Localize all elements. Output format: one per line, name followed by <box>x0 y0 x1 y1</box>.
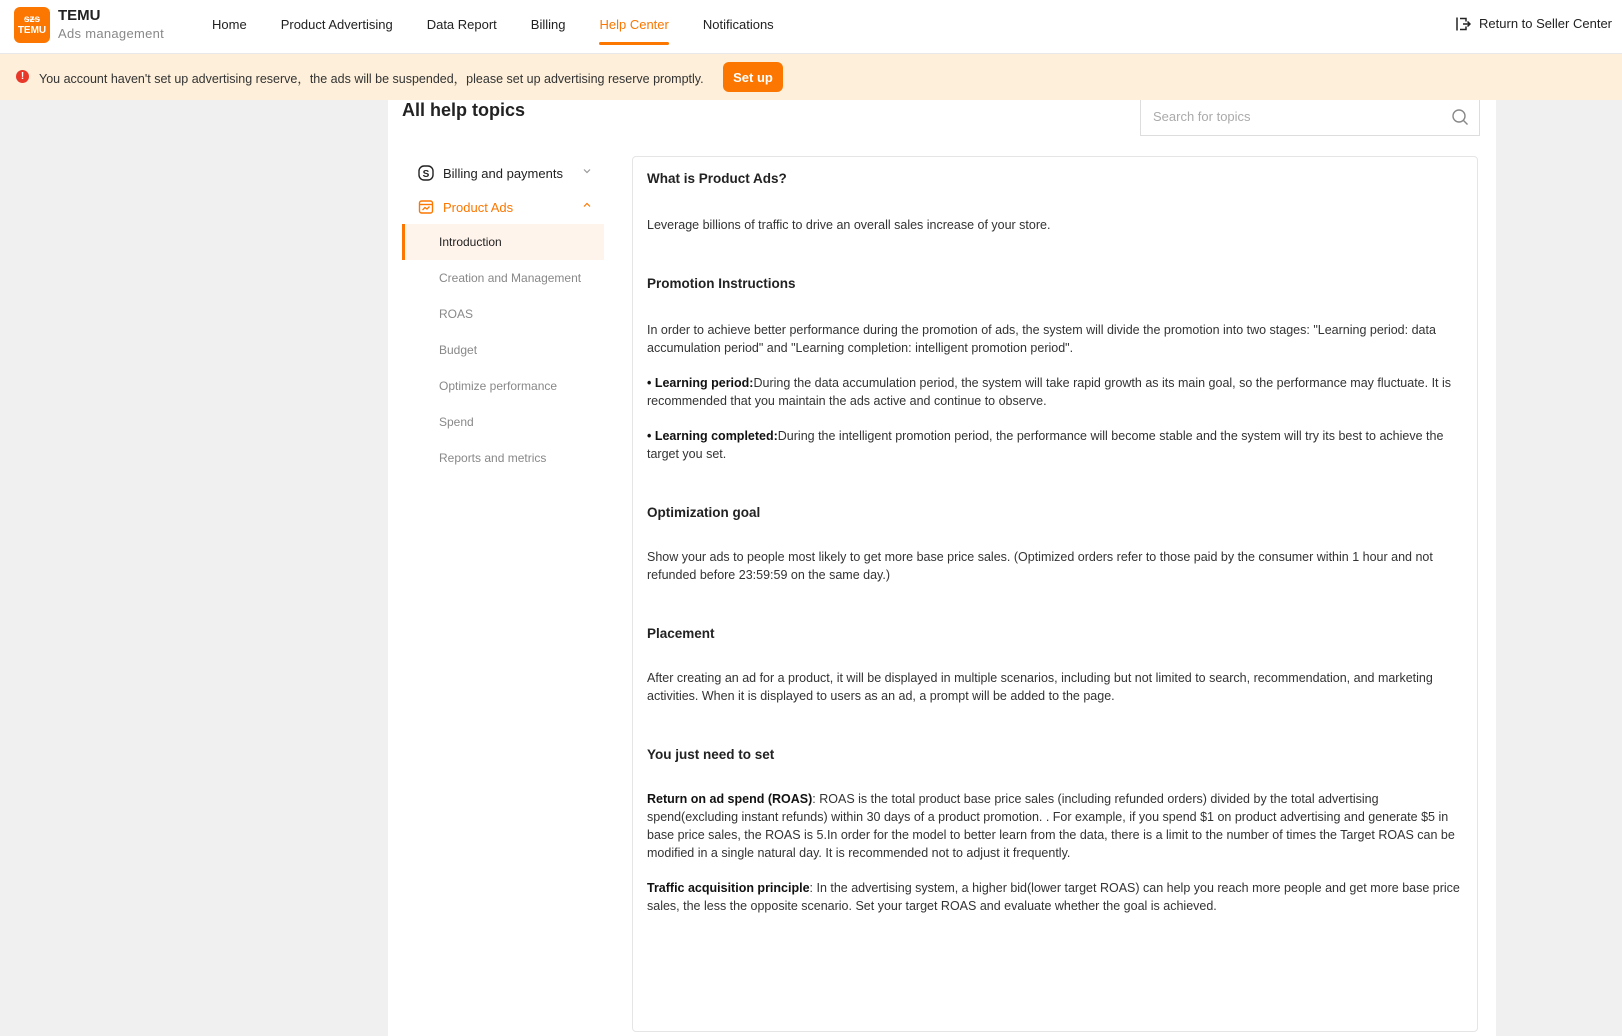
top-navigation-bar <box>0 0 1622 54</box>
return-to-seller-center-link[interactable] <box>1455 0 1612 48</box>
bullet-text: During the intelligent promotion period, the performance will become stable and the system will try its best to achieve the target you set. <box>647 429 1444 461</box>
help-article <box>632 156 1478 1032</box>
nav-product-advertising[interactable]: Product Advertising <box>280 17 393 32</box>
article-paragraph <box>647 790 1463 862</box>
article-paragraph: After creating an ad for a product, it will be displayed in multiple scenarios, including but not limited to search, recommendation, and marketing activities. When it is displayed to users as an ad, a prompt will be added to the page. <box>647 671 1433 703</box>
ads-icon <box>417 198 435 216</box>
article-heading: Promotion Instructions <box>647 276 796 291</box>
svg-text:S: S <box>422 169 430 180</box>
traffic-label: Traffic acquisition principle <box>647 881 810 895</box>
sidebar-group-billing[interactable] <box>402 156 604 190</box>
nav-home[interactable]: Home <box>212 17 247 32</box>
sidebar-item-reports-and-metrics[interactable]: Reports and metrics <box>439 451 547 465</box>
sidebar-item-optimize-performance[interactable]: Optimize performance <box>439 379 558 393</box>
return-link-label: Return to Seller Center <box>1479 16 1612 31</box>
sidebar-item-spend[interactable]: Spend <box>439 415 474 429</box>
search-icon[interactable] <box>1451 108 1469 126</box>
chevron-up-icon <box>582 200 592 210</box>
sidebar-group-label: Billing and payments <box>443 165 563 181</box>
help-topics-sidebar <box>402 156 604 476</box>
nav-billing[interactable]: Billing <box>530 17 566 32</box>
sidebar-item-budget[interactable]: Budget <box>439 343 478 357</box>
chevron-down-icon <box>582 166 592 176</box>
brand-name: TEMU <box>58 7 101 24</box>
reserve-warning-banner <box>0 54 1622 100</box>
exit-icon <box>1455 16 1471 32</box>
nav-help-center[interactable]: Help Center <box>582 0 685 53</box>
article-heading: You just need to set <box>647 747 775 762</box>
article-heading: What is Product Ads? <box>647 171 787 186</box>
help-content-panel <box>388 100 1496 1036</box>
bullet-label: • Learning period: <box>647 376 754 390</box>
search-input[interactable] <box>1151 108 1445 125</box>
article-bullet <box>647 374 1463 410</box>
logo-glyphs: ᵴᵶᵴ <box>23 14 41 25</box>
sidebar-item-creation-and-management[interactable]: Creation and Management <box>439 271 582 285</box>
roas-label: Return on ad spend (ROAS) <box>647 792 813 806</box>
error-icon: ! <box>16 70 29 83</box>
brand-subtitle: Ads management <box>58 26 165 41</box>
bullet-text: During the data accumulation period, the system will take rapid growth as its main goal, so the performance may fluctuate. It is recommended that you maintain the ads active and continue to observe. <box>647 376 1452 408</box>
article-bullet <box>647 427 1463 463</box>
bullet-label: • Learning completed: <box>647 429 778 443</box>
set-up-button[interactable]: Set up <box>723 62 783 92</box>
article-paragraph <box>647 879 1463 915</box>
article-paragraph: In order to achieve better performance during the promotion of ads, the system will divide the promotion into two stages: "Learning period: data accumulation period" and "Learning completion: intelligent promotion period". <box>647 323 1436 355</box>
banner-message: You account haven't set up advertising reserve，the ads will be suspended，please set up advertising reserve promptly. <box>39 72 704 86</box>
roas-text: : ROAS is the total product base price sales (including refunded orders) divided by the total advertising spend(excluding instant refunds) within 30 days of a product promotion. . For example, if you spend $1 on product advertising and generate $5 in base price sales, the ROAS is 5.In order for the model to better learn from the data, there is a limit to the number of times the Target ROAS can be modified in a single natural day. It is recommended not to adjust it frequently. <box>647 792 1455 860</box>
traffic-text: : In the advertising system, a higher bid(lower target ROAS) can help you reach more people and get more base price sales, the less the opposite scenario. Set your target ROAS and evaluate whether the goal is achieved. <box>647 881 1460 913</box>
article-heading: Placement <box>647 626 715 641</box>
nav-notifications[interactable]: Notifications <box>702 17 774 32</box>
article-heading: Optimization goal <box>647 505 761 520</box>
logo-text: TEMU <box>17 25 47 36</box>
sidebar-group-label: Product Ads <box>443 199 514 215</box>
nav-data-report[interactable]: Data Report <box>426 17 497 32</box>
page-title: All help topics <box>402 100 526 120</box>
sidebar-item-introduction[interactable]: Introduction <box>402 224 604 260</box>
main-nav <box>195 0 791 53</box>
dollar-circle-icon <box>417 164 435 182</box>
sidebar-item-roas[interactable]: ROAS <box>439 307 474 321</box>
temu-logo[interactable] <box>14 7 50 43</box>
sidebar-group-product-ads[interactable] <box>402 190 604 224</box>
article-paragraph: Leverage billions of traffic to drive an overall sales increase of your store. <box>647 218 1051 232</box>
search-box <box>1140 100 1480 136</box>
article-paragraph: Show your ads to people most likely to get more base price sales. (Optimized orders refer to those paid by the consumer within 1 hour and not refunded before 23:59:59 on the same day.) <box>647 550 1433 582</box>
